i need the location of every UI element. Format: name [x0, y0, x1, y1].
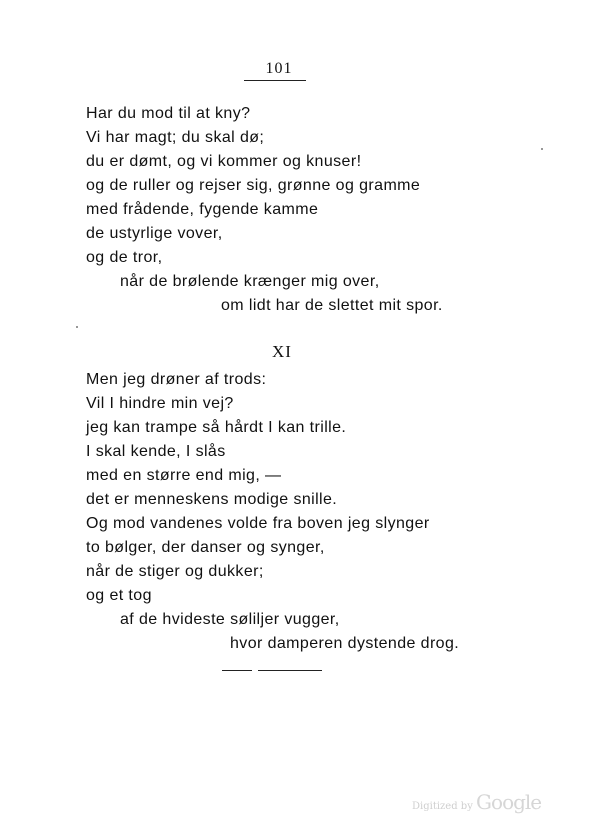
poem-line: det er menneskens modige snille.: [86, 491, 338, 508]
poem-line: I skal kende, I slås: [86, 443, 226, 460]
poem-line: hvor damperen dystende drog.: [230, 635, 460, 652]
poem-line: om lidt har de slettet mit spor.: [221, 297, 443, 314]
scan-speck: [76, 326, 78, 328]
scan-speck: [541, 148, 543, 150]
end-rule-long: [258, 670, 322, 671]
poem-line: du er dømt, og vi kommer og knuser!: [86, 153, 362, 170]
section-heading: XI: [272, 342, 292, 361]
poem-line: Vi har magt; du skal dø;: [86, 129, 265, 146]
poem-line: to bølger, der danser og synger,: [86, 539, 325, 556]
poem-line: Men jeg drøner af trods:: [86, 371, 267, 388]
poem-line: Vil I hindre min vej?: [86, 395, 234, 412]
poem-line: og et tog: [86, 587, 152, 604]
poem-line: de ustyrlige vover,: [86, 225, 223, 242]
poem-line: Har du mod til at kny?: [86, 105, 251, 122]
poem-line: Og mod vandenes volde fra boven jeg slynger: [86, 515, 430, 532]
poem-line: med frådende, fygende kamme: [86, 201, 319, 218]
page-number-rule: [244, 80, 306, 81]
watermark: [412, 790, 541, 814]
end-rule-short: [222, 670, 252, 671]
poem-line: når de brølende krænger mig over,: [120, 273, 380, 290]
poem-line: af de hvideste søliljer vugger,: [120, 611, 340, 628]
poem-line: jeg kan trampe så hårdt I kan trille.: [86, 419, 347, 436]
watermark-prefix: Digitized by: [412, 801, 473, 812]
poem-line: og de tror,: [86, 249, 163, 266]
watermark-brand: Google: [476, 790, 542, 814]
poem-line: og de ruller og rejser sig, grønne og gramme: [86, 177, 421, 194]
poem-line: når de stiger og dukker;: [86, 563, 264, 580]
page-number: 101: [265, 60, 293, 77]
poem-line: med en større end mig, —: [86, 467, 282, 484]
